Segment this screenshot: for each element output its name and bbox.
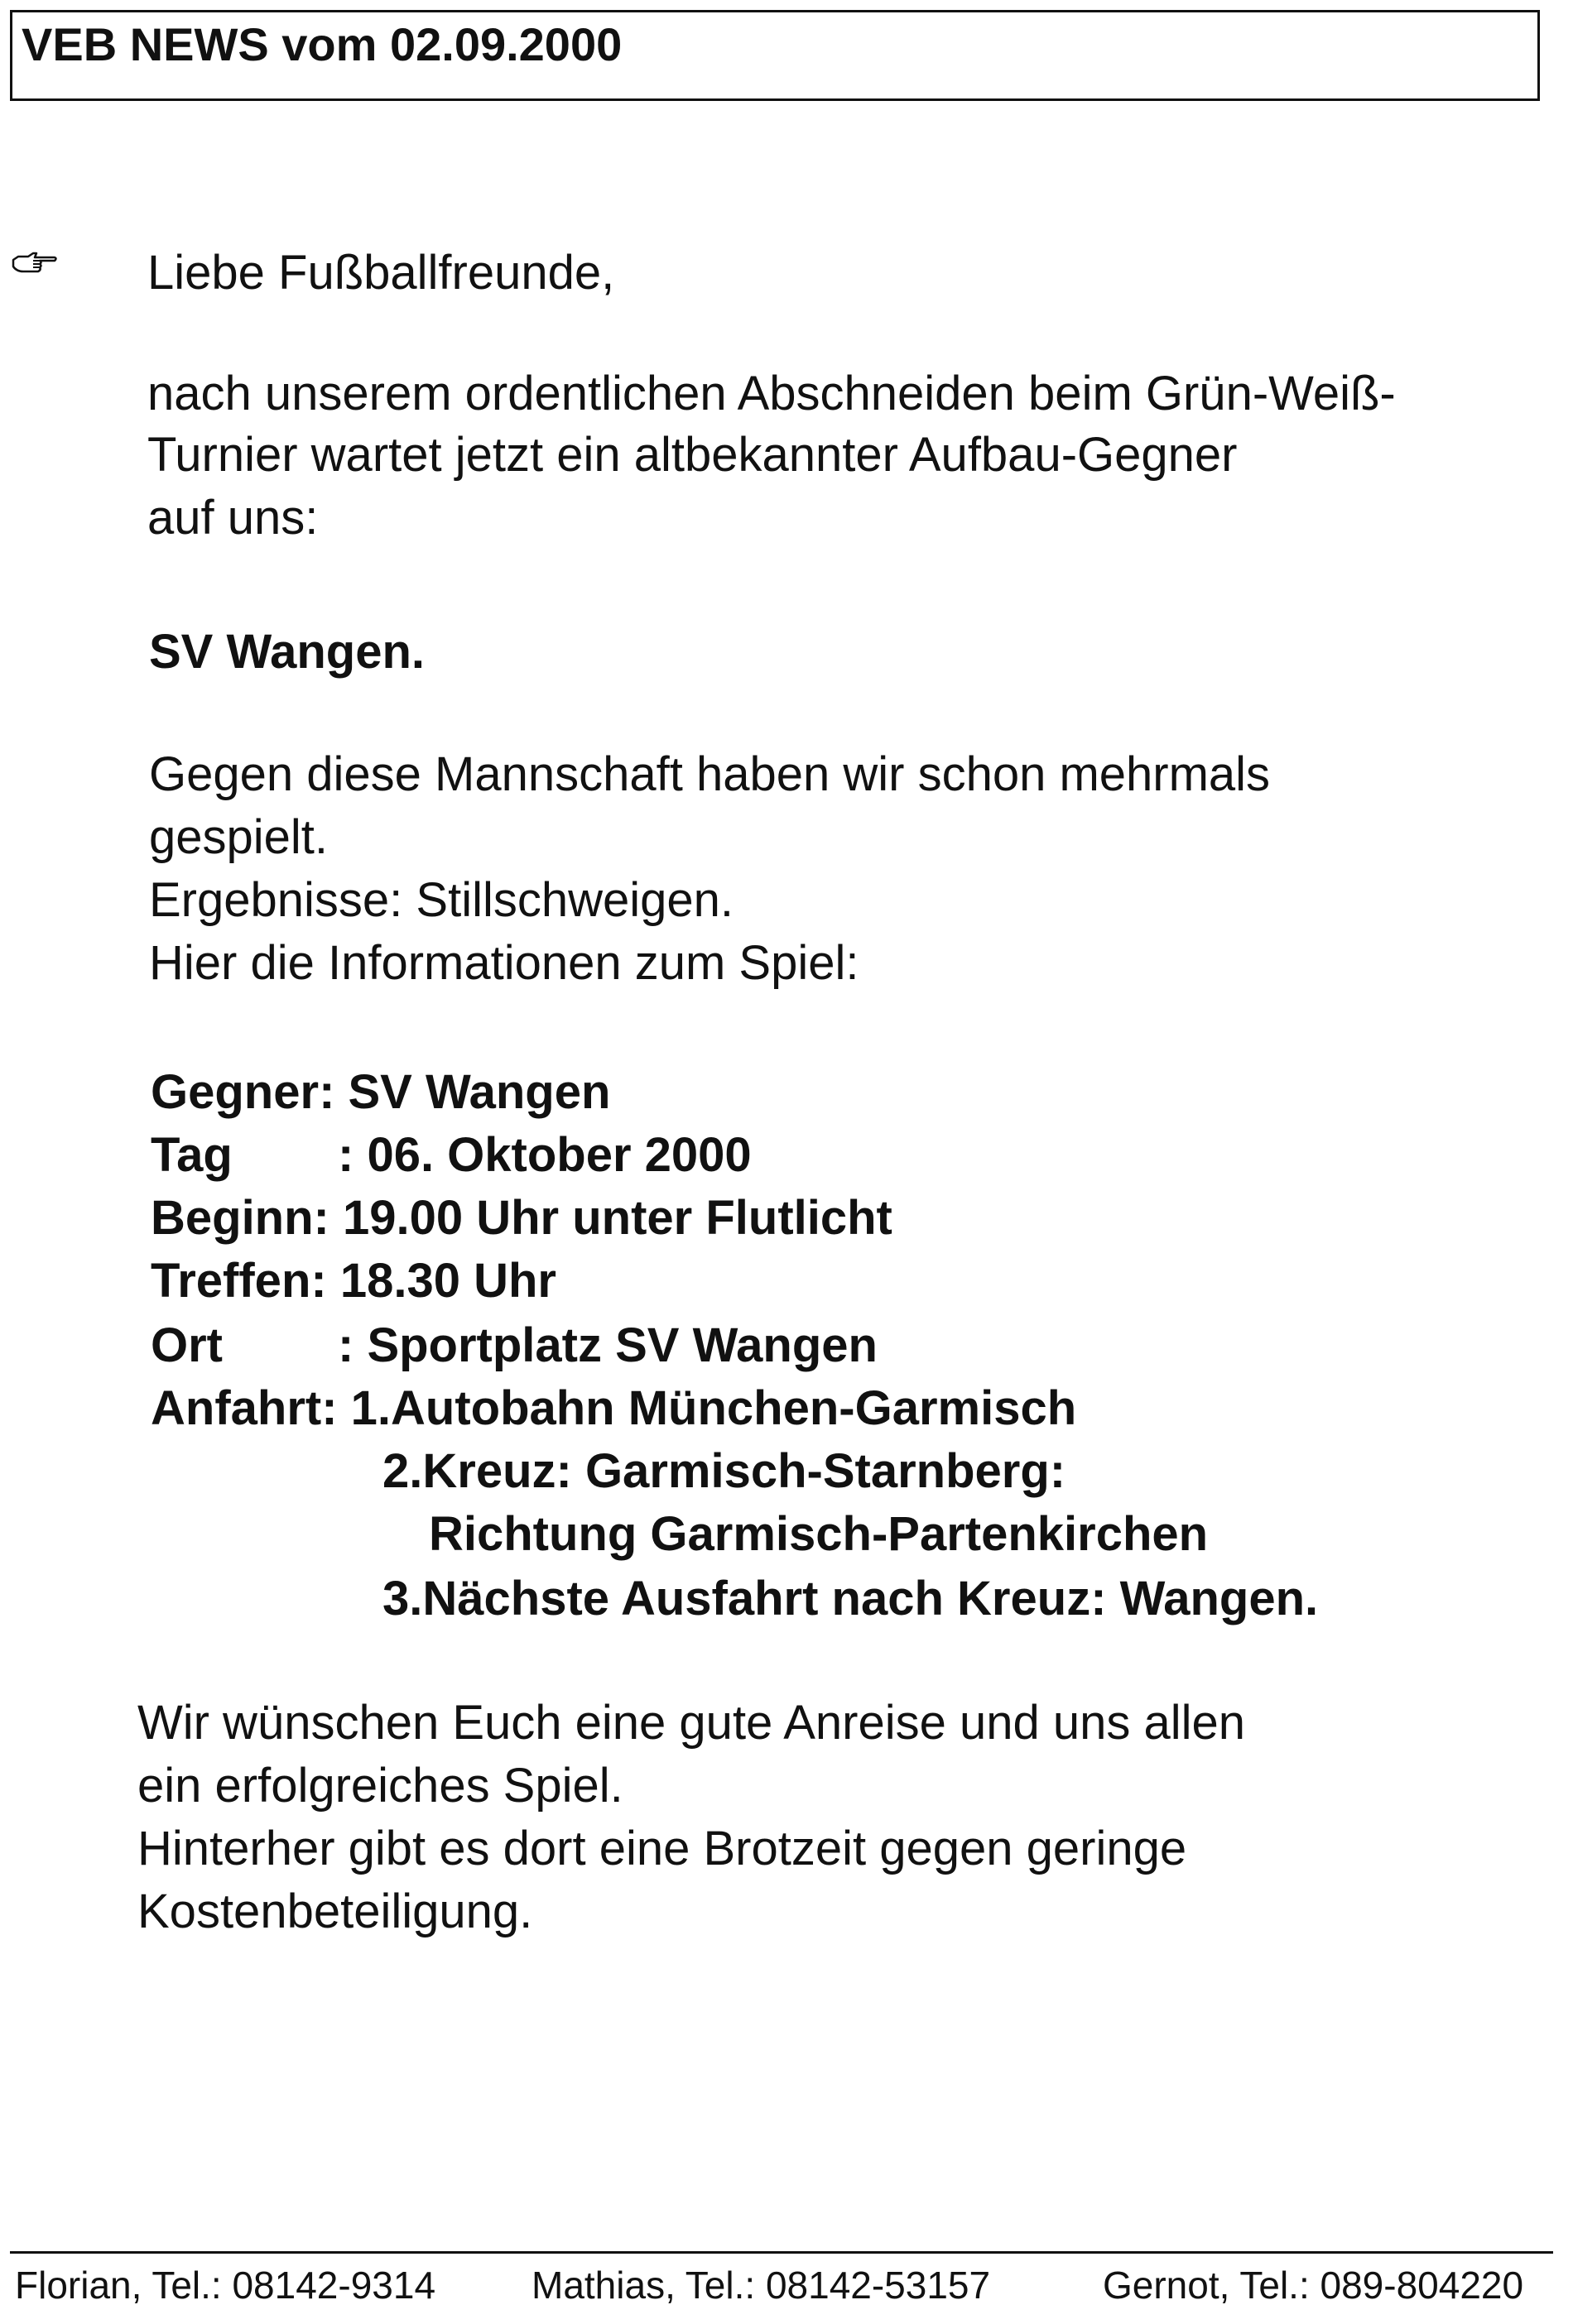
detail-value: 19.00 Uhr unter Flutlicht bbox=[342, 1191, 892, 1245]
detail-label: Gegner bbox=[151, 1065, 320, 1119]
greeting: Liebe Fußballfreunde, bbox=[147, 246, 615, 300]
detail-value: Sportplatz SV Wangen bbox=[367, 1318, 878, 1372]
footer-contact-mathias: Mathias, Tel.: 08142-53157 bbox=[532, 2264, 991, 2307]
detail-label: Beginn bbox=[151, 1191, 314, 1245]
body-line: Hier die Informationen zum Spiel: bbox=[149, 936, 859, 990]
detail-label: Treffen bbox=[151, 1254, 311, 1308]
direction-step: Richtung Garmisch-Partenkirchen bbox=[429, 1507, 1209, 1561]
body-line: Gegen diese Mannschaft haben wir schon mehrmals bbox=[149, 747, 1271, 801]
detail-value: 1.Autobahn München-Garmisch bbox=[350, 1381, 1077, 1435]
intro-line: nach unserem ordentlichen Abschneiden beim Grün-Weiß- bbox=[147, 367, 1396, 420]
detail-directions bbox=[151, 1377, 1076, 1440]
direction-step: 3.Nächste Ausfahrt nach Kreuz: Wangen. bbox=[382, 1572, 1319, 1625]
footer-contact-florian: Florian, Tel.: 08142-9314 bbox=[15, 2264, 436, 2307]
detail-separator: : bbox=[319, 1065, 349, 1119]
detail-label: Tag bbox=[151, 1128, 233, 1182]
opponent-heading: SV Wangen. bbox=[149, 625, 425, 679]
detail-separator: : bbox=[313, 1191, 343, 1245]
closing-line: ein erfolgreiches Spiel. bbox=[137, 1759, 623, 1813]
detail-separator: : bbox=[338, 1128, 368, 1182]
detail-label: Anfahrt bbox=[151, 1381, 322, 1435]
pointing-hand-icon bbox=[12, 248, 58, 278]
detail-opponent bbox=[151, 1061, 610, 1124]
detail-start bbox=[151, 1187, 892, 1250]
detail-value: 06. Oktober 2000 bbox=[367, 1128, 752, 1182]
intro-line: Turnier wartet jetzt ein altbekannter Aufbau-Gegner bbox=[147, 428, 1238, 482]
direction-step: 2.Kreuz: Garmisch-Starnberg: bbox=[382, 1444, 1066, 1498]
detail-separator: : bbox=[310, 1254, 340, 1308]
detail-label: Ort bbox=[151, 1318, 223, 1372]
footer-contact-gernot: Gernot, Tel.: 089-804220 bbox=[1103, 2264, 1524, 2307]
body-line: gespielt. bbox=[149, 810, 329, 864]
detail-value: SV Wangen bbox=[348, 1065, 611, 1119]
detail-location bbox=[151, 1314, 878, 1377]
footer-divider bbox=[10, 2251, 1553, 2254]
closing-line: Wir wünschen Euch eine gute Anreise und uns allen bbox=[137, 1696, 1246, 1750]
body-line: Ergebnisse: Stillschweigen. bbox=[149, 873, 734, 927]
closing-line: Hinterher gibt es dort eine Brotzeit gegen geringe bbox=[137, 1822, 1187, 1875]
detail-separator: : bbox=[321, 1381, 351, 1435]
detail-separator: : bbox=[338, 1318, 368, 1372]
intro-line: auf uns: bbox=[147, 491, 319, 545]
detail-day bbox=[151, 1124, 752, 1187]
detail-meeting bbox=[151, 1250, 556, 1313]
closing-line: Kostenbeteiligung. bbox=[137, 1885, 533, 1938]
detail-value: 18.30 Uhr bbox=[339, 1254, 556, 1308]
page-title: VEB NEWS vom 02.09.2000 bbox=[22, 18, 623, 70]
